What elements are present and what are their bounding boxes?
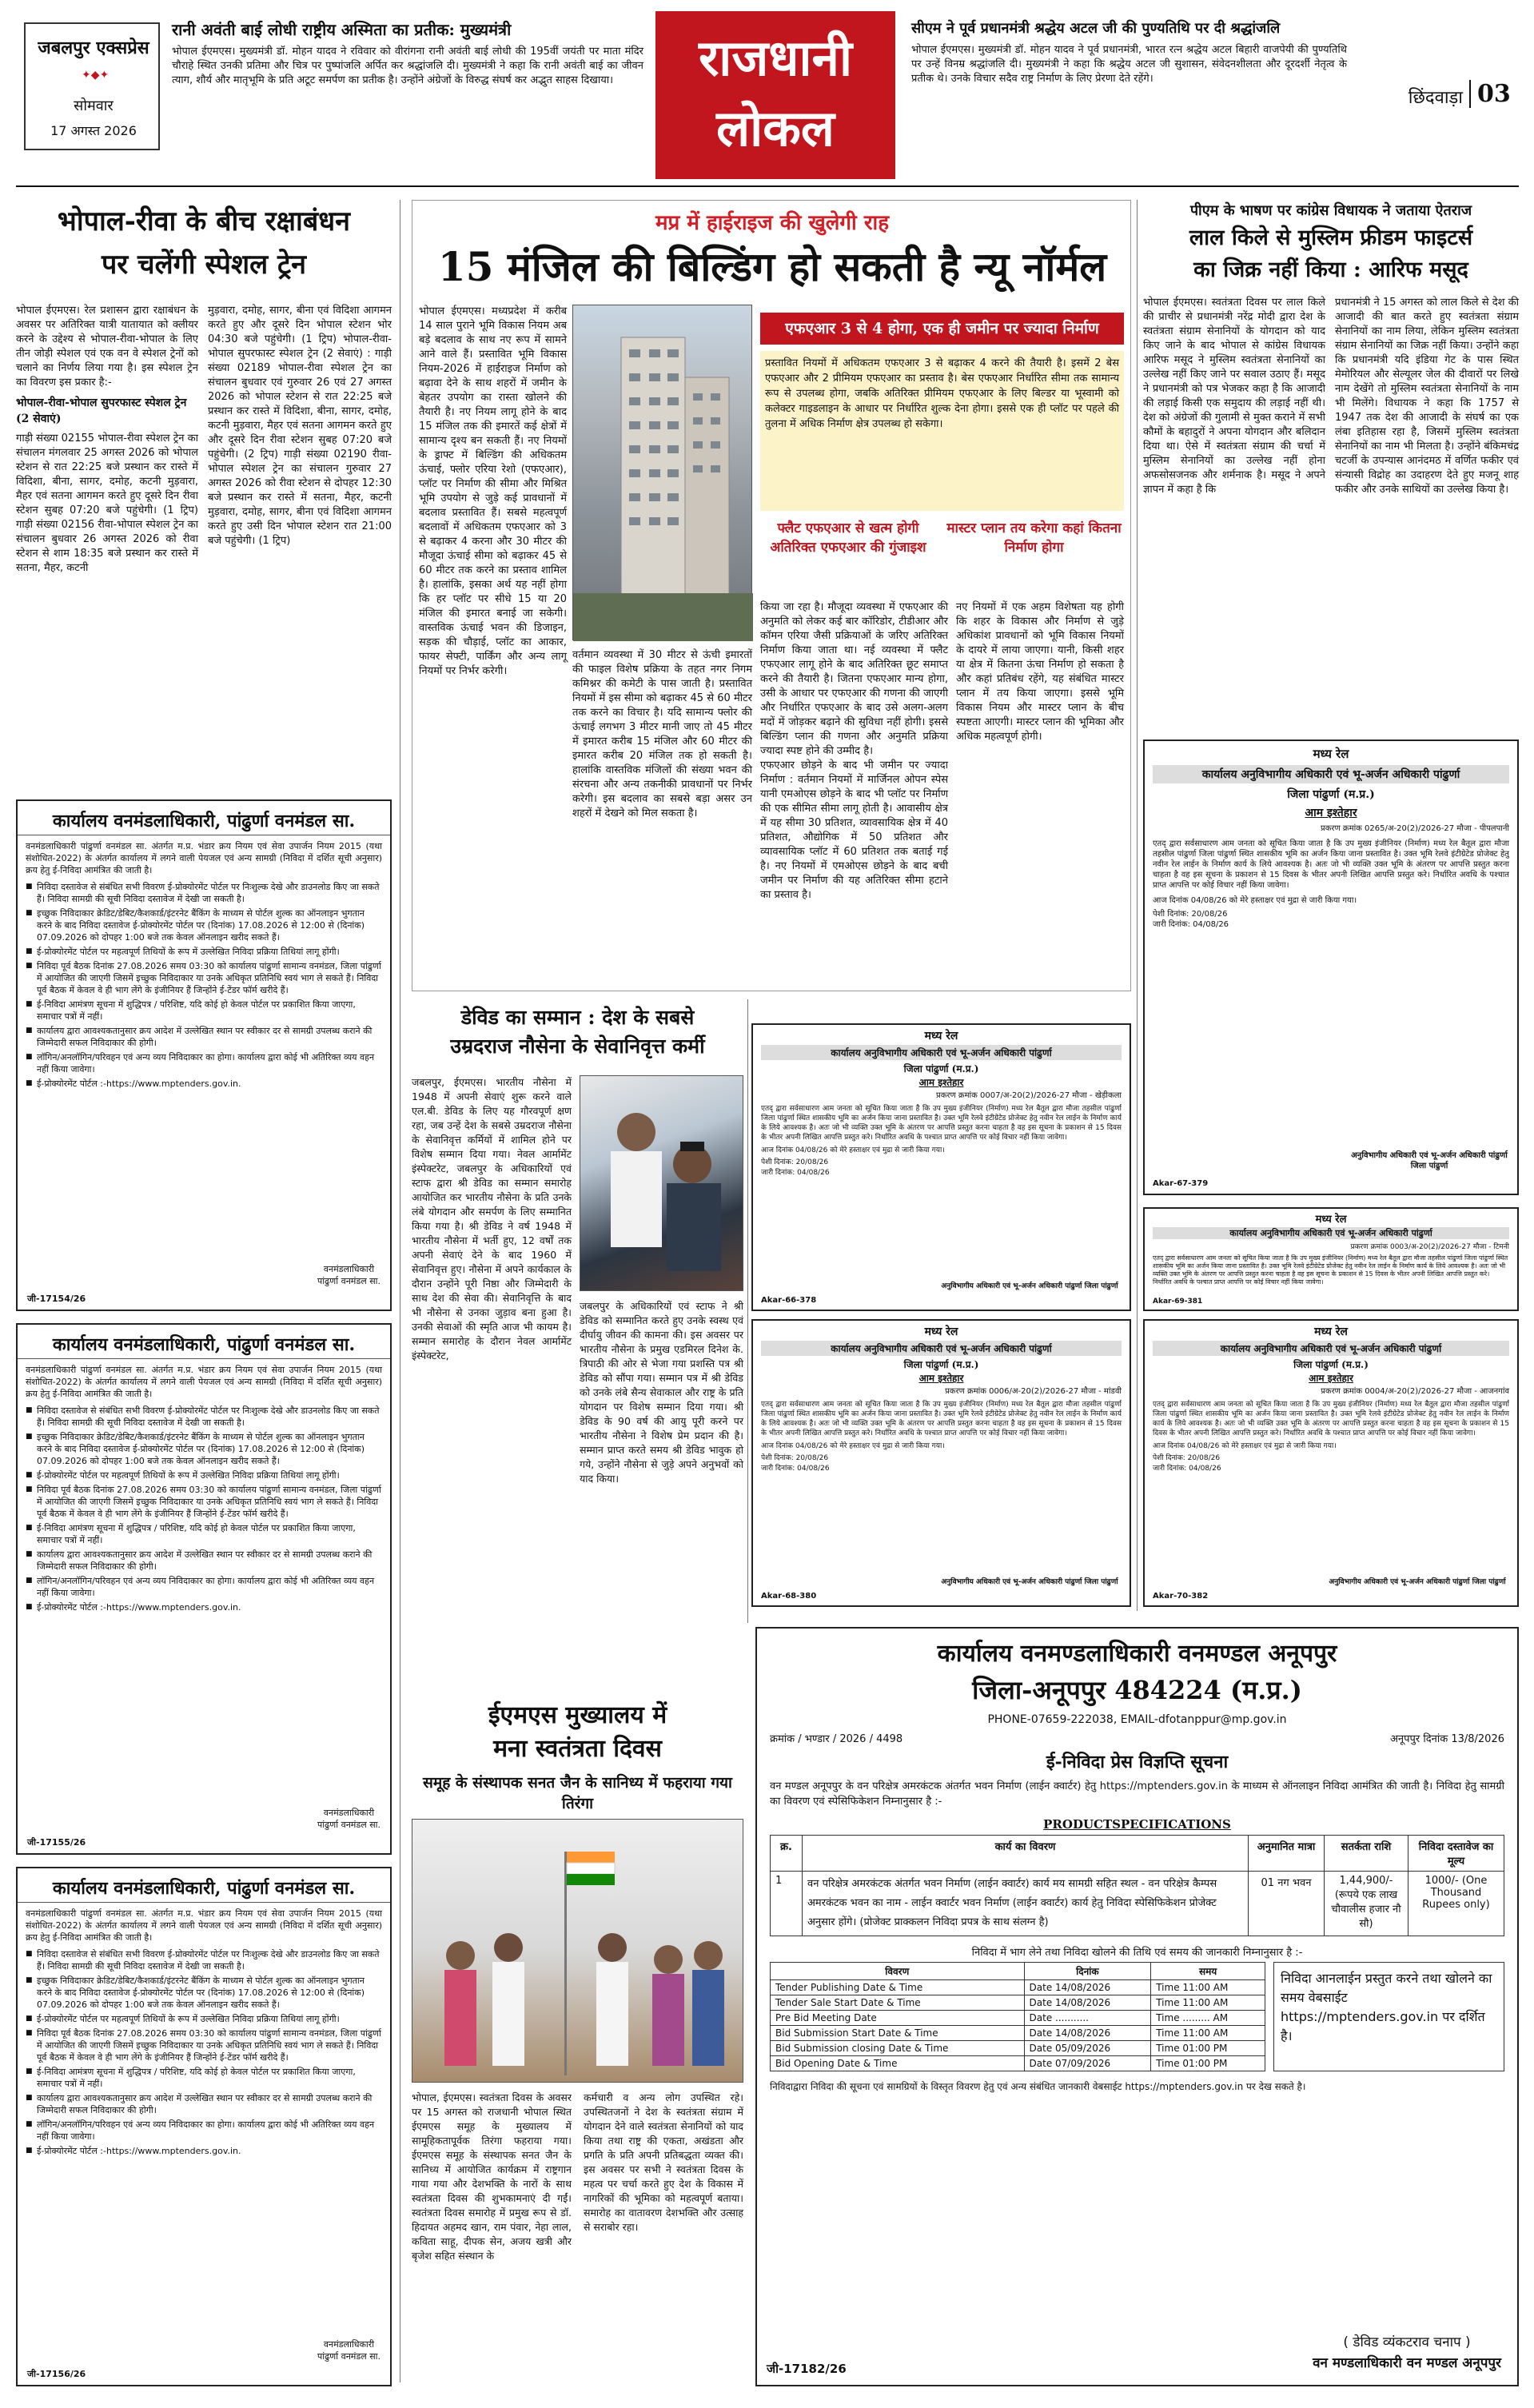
railway-ad-issued: पेशी दिनांक: 20/08/26	[761, 1158, 829, 1166]
railway-ad-case: प्रकरण क्रमांक 0003/अ-20(2)/2026-27 मौजा - टिमनी	[1350, 1243, 1509, 1251]
railway-ad-office: कार्यालय अनुविभागीय अधिकारी एवं भू-अर्जन अधिकारी पांढुर्णा	[1153, 765, 1509, 783]
railway-ad-office: कार्यालय अनुविभागीय अधिकारी एवं भू-अर्जन अधिकारी पांढुर्णा	[1153, 1341, 1509, 1356]
forest-ad-sign-1: वनमंडलाधिकारी	[323, 1264, 375, 1274]
schedule-header-date: दिनांक	[1024, 1963, 1151, 1980]
forest-ad-bullet: ■ ई-प्रोक्योरमेंट पोर्टल :-https://www.mptenders.gov.in.	[26, 2145, 382, 2157]
spec-cell-qty: 01 नग भवन	[1249, 1872, 1325, 1936]
railway-ad-notice: आम इश्तेहार	[1305, 807, 1357, 819]
tender-ad	[755, 1627, 1519, 2386]
spec-cell-desc: वन परिक्षेत्र अमरकंटक अंतर्गत भवन निर्माण (लाईन क्वार्टर) कार्य मय सामग्री सहित स्थल - वन परिक्षेत्र कैम्पस अमरकंटक भवन का नाम - लाईन क्वार्टर भवन निर्माण (लाईन क्वार्टर) कार्य हेतु निविदा स्पेसिफिकेशन प्रोजेक्ट अनुसार होंगे। (प्रोजेक्ट प्राक्कलन निविदा प्रपत्र के साथ संलग्न है)	[803, 1872, 1249, 1936]
forest-ad-bullet: ■ ई-निविदा आमंत्रण सूचना में शुद्धिपत्र / परिशिष्ट, यदि कोई हो केवल पोर्टल पर प्रकाशित किया जाएगा, समाचार पत्रों में नहीं।	[26, 999, 382, 1023]
forest-ad-intro: वनमंडलाधिकारी पांढुर्णा वनमंडल सा. अंतर्गत म.प्र. भंडार क्रय नियम एवं सेवा उपार्जन नियम 2015 (यथा संशोधित-2022) के अंतर्गत कार्यालय में लगने वाली पेयजल एवं अन्य सामग्री (निविदा में दर्शित सूची अनुसार) क्रय हेतु ई-निविदा आमंत्रित की जाती है।	[26, 1365, 382, 1399]
railway-ad-office: कार्यालय अनुविभागीय अधिकारी एवं भू-अर्जन अधिकारी पांढुर्णा	[761, 1045, 1122, 1060]
railway-ad-date: आज दिनांक 04/08/26 को मेरे हस्ताक्षर एवं मुद्रा से जारी किया गया।	[761, 1146, 945, 1154]
railway-ad-code: Akar-68-380	[761, 1592, 817, 1601]
railway-ad-4	[751, 1319, 1131, 1607]
forest-ad-sign-2: पांढुर्णा वनमंडल सा.	[317, 1820, 381, 1830]
page-number: 03	[1469, 80, 1517, 108]
railway-ad-date: आज दिनांक 04/08/26 को मेरे हस्ताक्षर एवं मुद्रा से जारी किया गया।	[1153, 896, 1357, 905]
railway-ad-header: मध्य रेल	[1313, 747, 1349, 761]
top-right-headline: सीएम ने पूर्व प्रधानमंत्री श्रद्धेय अटल जी की पुण्यतिथि पर दी श्रद्धांजलि	[911, 20, 1281, 37]
schedule-header-time: समय	[1151, 1963, 1265, 1980]
right-article	[1143, 200, 1519, 736]
forest-ad-bullets	[18, 1948, 390, 2157]
top-left-body: भोपाल ईएमएस। मुख्यमंत्री डॉ. मोहन यादव ने रविवार को वीरांगना रानी अवंती बाई लोधी की 195वीं जयंती पर माता मंदिर चौराहे स्थित उनकी प्रतिमा और चित्र पर पुष्पांजलि अर्पित कर श्रद्धांजलि दी। मुख्यमंत्री ने कहा कि रानी अवंती बाई का जीवन त्याग, शौर्य और मातृभूमि के प्रति अटूट समर्पण का प्रतीक है। उन्होंने अंग्रेजों के विरुद्ध संघर्ष कर अद्भुत साहस दिखाया।	[172, 46, 643, 86]
spec-cell-no: 1	[771, 1872, 803, 1936]
forest-ad-code: जी-17154/26	[27, 1294, 86, 1304]
rail-col1-subhead: भोपाल-रीवा-भोपाल सुपरफास्ट स्पेशल ट्रेन (2 सेवाएं)	[16, 397, 187, 425]
railway-ad-issued2: जारी दिनांक: 04/08/26	[761, 1169, 830, 1177]
forest-ad-2	[16, 1323, 392, 1855]
forest-ad-1	[16, 799, 392, 1311]
rail-headline-2: पर चलेंगी स्पेशल ट्रेन	[101, 249, 307, 281]
tender-footer-note: निविदाद्वारा निविदा की सूचना एवं सामग्रियों के विस्तृत विवरण हेतु एवं अन्य संबंधित जानकारी वेबसाईट https://mptenders.gov.in पर देख सकते है।	[770, 2081, 1306, 2092]
forest-ad-bullet: ■ ई-निविदा आमंत्रण सूचना में शुद्धिपत्र / परिशिष्ट, यदि कोई हो केवल पोर्टल पर प्रकाशित किया जाएगा, समाचार पत्रों में नहीं।	[26, 1522, 382, 1546]
railway-ad-case: प्रकरण क्रमांक 0006/अ-20(2)/2026-27 मौजा - मांडवी	[945, 1387, 1122, 1396]
tender-spec-table-wrap	[757, 1835, 1517, 1936]
hq-photo	[412, 1819, 743, 2083]
schedule-time: Time 11:00 AM	[1151, 1995, 1265, 2011]
forest-ad-title: कार्यालय वनमंडलाधिकारी, पांढुर्णा वनमंडल सा.	[18, 807, 390, 835]
railway-ad-issued: पेशी दिनांक: 20/08/26	[1153, 910, 1228, 919]
spec-header-emd: सतर्कता राशि	[1325, 1836, 1408, 1872]
forest-ad-sign	[317, 2338, 381, 2362]
railway-ad-2	[751, 1023, 1131, 1311]
forest-ad-bullet: ■ इच्छुक निविदाकार क्रेडिट/डेबिट/कैशकार्ड/इंटरनेट बैंकिंग के माध्यम से पोर्टल शुल्क का ऑनलाइन भुगतान करने के बाद निविदा दस्तावेज ई-प्रोक्योरमेंट पोर्टल पर (दिनांक) 17.08.2026 से 12:00 से (दिनांक) 07.09.2026 को दोपहर 1:00 बजे तक केवल ऑनलाइन खरीद सकते हैं।	[26, 1431, 382, 1467]
railway-ad-code: Akar-69-381	[1153, 1298, 1203, 1306]
railway-ad-body: एतद् द्वारा सर्वसाधारण आम जनता को सूचित किया जाता है कि उप मुख्य इंजीनियर (निर्माण) मध्य रेल बैतूल द्वारा मौजा तहसील पांढुर्णा जिला पांढुर्णा स्थित शासकीय भूमि का अर्जन किया जाना प्रस्तावित है। उक्त भूमि रेलवे इंटीग्रेटेड प्रोजेक्ट हेतु नवीन रेल लाईन के निर्माण कार्य के लिये आवश्यक है। अतः जो भी व्यक्ति उक्त भूमि के अंतरण पर आपत्ति प्रस्तुत करना चाहता है वह इस सूचना के प्रकाशन से 15 दिवस के भीतर अपनी लिखित आपत्ति प्रस्तुत करे। निर्धारित अवधि के पश्चात प्राप्त आपत्ति पर कोई विचार नहीं किया जावेगा।	[761, 1105, 1122, 1142]
navy-photo	[580, 1075, 743, 1291]
railway-ad-issued: पेशी दिनांक: 20/08/26	[1153, 1454, 1221, 1462]
column-divider-right	[1137, 200, 1138, 1611]
railway-ad-date: आज दिनांक 04/08/26 को मेरे हस्ताक्षर एवं मुद्रा से जारी किया गया।	[1153, 1442, 1337, 1450]
railway-ad-date: आज दिनांक 04/08/26 को मेरे हस्ताक्षर एवं मुद्रा से जारी किया गया।	[761, 1442, 945, 1450]
masthead	[0, 0, 1534, 185]
forest-ad-title: कार्यालय वनमंडलाधिकारी, पांढुर्णा वनमंडल सा.	[18, 1875, 390, 1903]
schedule-label: Bid Submission closing Date & Time	[771, 2041, 1025, 2056]
masthead-divider	[16, 185, 1519, 187]
railway-ad-code: Akar-66-378	[761, 1296, 817, 1305]
railway-ad-3	[1143, 1207, 1519, 1311]
forest-ad-sign	[317, 1807, 381, 1831]
schedule-label: Tender Sale Start Date & Time	[771, 1995, 1025, 2011]
rail-article	[16, 200, 392, 791]
schedule-time: Time 11:00 AM	[1151, 1980, 1265, 1995]
railway-ad-district: जिला पांढुर्णा (म.प्र.)	[903, 1359, 979, 1370]
forest-ad-bullet: ■ कार्यालय द्वारा आवश्यकतानुसार क्रय आदेश में उल्लेखित स्थान पर स्वीकार दर से सामग्री उपलब्ध कराने की जिम्मेदारी सफल निविदाकार की होगी।	[26, 1549, 382, 1573]
railway-ad-code: Akar-70-382	[1153, 1592, 1209, 1601]
lead-headline: 15 मंजिल की बिल्डिंग हो सकती है न्यू नॉर्मल	[437, 243, 1107, 290]
tender-contact: PHONE-07659-222038, EMAIL-dfotanppur@mp.gov.in	[987, 1713, 1287, 1726]
schedule-time: Time 01:00 PM	[1151, 2041, 1265, 2056]
table-row	[771, 2011, 1265, 2026]
railway-ad-sign: अनुविभागीय अधिकारी एवं भू-अर्जन अधिकारी पांढुर्णा जिला पांढुर्णा	[941, 1578, 1118, 1586]
forest-ad-sign	[317, 1263, 381, 1287]
forest-ad-code: जी-17155/26	[27, 1837, 86, 1848]
column-divider-mid	[747, 999, 748, 1623]
spec-header-qty: अनुमानित मात्रा	[1249, 1836, 1325, 1872]
schedule-label: Bid Opening Date & Time	[771, 2056, 1025, 2071]
table-row	[771, 1980, 1265, 1995]
tender-sign	[1313, 2332, 1501, 2374]
tender-ref-left: क्रमांक / भण्डार / 2026 / 4498	[770, 1733, 903, 1745]
schedule-header-label: विवरण	[771, 1963, 1025, 1980]
hq-article	[412, 1699, 743, 2386]
railway-ad-issued2: जारी दिनांक: 04/08/26	[761, 1465, 830, 1473]
tender-schedule-table	[770, 1962, 1265, 2071]
forest-ad-intro: वनमंडलाधिकारी पांढुर्णा वनमंडल सा. अंतर्गत म.प्र. भंडार क्रय नियम एवं सेवा उपार्जन नियम 2015 (यथा संशोधित-2022) के अंतर्गत कार्यालय में लगने वाली पेयजल एवं अन्य सामग्री (निविदा में दर्शित सूची अनुसार) क्रय हेतु ई-निविदा आमंत्रित की जाती है।	[26, 1908, 382, 1943]
forest-ad-bullet: ■ ई-प्रोक्योरमेंट पोर्टल पर महत्वपूर्ण तिथियों के रूप में उल्लेखित निविदा प्रक्रिया तिथियां लागू होंगी।	[26, 1469, 382, 1481]
rail-col1-text: भोपाल ईएमएस। रेल प्रशासन द्वारा रक्षाबंधन के अवसर पर अतिरिक्त यात्री यातायात को क्लीयर करने के उद्देश्य से भोपाल-रीवा-भोपाल के लिए तीन जोड़ी स्पेशल एवं एक वन वे स्पेशल ट्रेनों को चलाने का निर्णय लिया गया है। इस स्पेशल ट्रेन का विवरण इस प्रकार है:-	[16, 305, 198, 389]
schedule-label: Bid Submission Start Date & Time	[771, 2026, 1025, 2041]
lead-intro: प्रस्तावित नियमों में अधिकतम एफएआर 3 से बढ़ाकर 4 करने की तैयारी है। इसमें 2 बेस एफएआर और 2 प्रीमियम एफएआर का प्रस्ताव है। बेस एफएआर निर्धारित सीमा तक सामान्य रूप से उपलब्ध होगा, जबकि अतिरिक्त प्रीमियम एफएआर के लिए बिल्डर या भूस्वामी को कलेक्टर गाइडलाइन के आधार पर निर्धारित शुल्क देना होगा। इससे एक ही प्लॉट पर पहले की तुलना में अधिक निर्माण क्षेत्र उपलब्ध हो सकेगा।	[760, 351, 1124, 511]
tender-title-2: जिला-अनूपपुर 484224 (म.प्र.)	[972, 1675, 1302, 1705]
schedule-label: Pre Bid Meeting Date	[771, 2011, 1025, 2026]
railway-ad-issued2: जारी दिनांक: 04/08/26	[1153, 920, 1229, 929]
lead-photo-building	[572, 305, 752, 640]
railway-ad-issued: पेशी दिनांक: 20/08/26	[761, 1454, 829, 1462]
schedule-time: Time ......... AM	[1151, 2011, 1265, 2026]
spec-header-desc: कार्य का विवरण	[803, 1836, 1249, 1872]
forest-ad-intro: वनमंडलाधिकारी पांढुर्णा वनमंडल सा. अंतर्गत म.प्र. भंडार क्रय नियम एवं सेवा उपार्जन नियम 2015 (यथा संशोधित-2022) के अंतर्गत कार्यालय में लगने वाली पेयजल एवं अन्य सामग्री (निविदा में दर्शित सूची अनुसार) क्रय हेतु ई-निविदा आमंत्रित की जाती है।	[26, 841, 382, 875]
railway-ad-body: एतद् द्वारा सर्वसाधारण आम जनता को सूचित किया जाता है कि उप मुख्य इंजीनियर (निर्माण) मध्य रेल बैतूल द्वारा मौजा तहसील पांढुर्णा जिला पांढुर्णा स्थित शासकीय भूमि का अर्जन किया जाना प्रस्तावित है। उक्त भूमि रेलवे इंटीग्रेटेड प्रोजेक्ट हेतु नवीन रेल लाईन के निर्माण कार्य के लिये आवश्यक है। अतः जो भी व्यक्ति उक्त भूमि के अंतरण पर आपत्ति प्रस्तुत करना चाहता है वह इस सूचना के प्रकाशन से 15 दिवस के भीतर अपनी लिखित आपत्ति प्रस्तुत करे। निर्धारित अवधि के पश्चात प्राप्त आपत्ति पर कोई विचार नहीं किया जावेगा।	[1153, 1401, 1509, 1437]
forest-ad-bullet: ■ लॉगिन/अनलॉगिन/परिवहन एवं अन्य व्यय निविदाकार का होगा। कार्यालय द्वारा कोई भी अतिरिक्त व्यय वहन नहीं किया जावेगा।	[26, 1575, 382, 1599]
tender-notice: ई-निविदा प्रेस विज्ञप्ति सूचना	[1046, 1752, 1229, 1772]
railway-ad-sign: अनुविभागीय अधिकारी एवं भू-अर्जन अधिकारी पांढुर्णा जिला पांढुर्णा	[941, 1282, 1118, 1290]
hq-subhead: समूह के संस्थापक सनत जैन के सानिध्य में फहराया गया तिरंगा	[423, 1774, 732, 1812]
railway-ad-case: प्रकरण क्रमांक 0007/अ-20(2)/2026-27 मौजा - खेड़ीकला	[936, 1091, 1122, 1100]
right-col1: भोपाल ईएमएस। स्वतंत्रता दिवस पर लाल किले की प्राचीर से प्रधानमंत्री नरेंद्र मोदी द्वारा देश के स्वतंत्रता संग्राम सेनानियों के योगदान को याद किए जाने के बाद भोपाल से कांग्रेस विधायक आरिफ मसूद ने मुस्लिम स्वतंत्रता सेनानियों का उल्लेख नहीं किए जाने पर सवाल उठाए हैं। मसूद ने प्रधानमंत्री को पत्र भेजकर कहा है कि आजादी की लड़ाई किसी एक समुदाय की लड़ाई नहीं थी। देश को अंग्रेजों की गुलामी से मुक्त कराने में सभी कौमों के बहादुरों ने अपना योगदान और बलिदान दिया था। ऐसे में स्वतंत्रता संग्राम की चर्चा में मुस्लिम सेनानियों का उल्लेख नहीं होना अफसोसजनक और शर्मनाक है। मसूद ने अपने ज्ञापन में कहा है कि	[1143, 297, 1325, 496]
railway-ad-notice: आम इश्तेहार	[918, 1373, 964, 1384]
railway-ad-body: एतद् द्वारा सर्वसाधारण आम जनता को सूचित किया जाता है कि उप मुख्य इंजीनियर (निर्माण) मध्य रेल बैतूल द्वारा मौजा तहसील पांढुर्णा जिला पांढुर्णा स्थित शासकीय भूमि का अर्जन किया जाना प्रस्तावित है। उक्त भूमि रेलवे इंटीग्रेटेड प्रोजेक्ट हेतु नवीन रेल लाईन के निर्माण कार्य के लिये आवश्यक है। अतः जो भी व्यक्ति उक्त भूमि के अंतरण पर आपत्ति प्रस्तुत करना चाहता है वह इस सूचना के प्रकाशन से 15 दिवस के भीतर अपनी लिखित आपत्ति प्रस्तुत करे। निर्धारित अवधि के पश्चात प्राप्त आपत्ति पर कोई विचार नहीं किया जावेगा।	[761, 1401, 1122, 1437]
spec-header-no: क्र.	[771, 1836, 803, 1872]
railway-ad-body: एतद् द्वारा सर्वसाधारण आम जनता को सूचित किया जाता है कि उप मुख्य इंजीनियर (निर्माण) मध्य रेल बैतूल द्वारा मौजा तहसील पांढुर्णा जिला पांढुर्णा स्थित शासकीय भूमि का अर्जन किया जाना प्रस्तावित है। उक्त भूमि रेलवे इंटीग्रेटेड प्रोजेक्ट हेतु नवीन रेल लाईन के निर्माण कार्य के लिये आवश्यक है। अतः जो भी व्यक्ति उक्त भूमि के अंतरण पर आपत्ति प्रस्तुत करना चाहता है वह इस सूचना के प्रकाशन से 15 दिवस के भीतर अपनी लिखित आपत्ति प्रस्तुत करे। निर्धारित अवधि के पश्चात प्राप्त आपत्ति पर कोई विचार नहीं किया जावेगा।	[1153, 839, 1509, 890]
rail-col1-text-b: गाड़ी संख्या 02155 भोपाल-रीवा स्पेशल ट्रेन का संचालन मंगलवार 25 अगस्त 2026 को भोपाल स्टेशन से रात 22:25 बजे प्रस्थान कर रास्ते में विदिशा, बीना, सागर, दमोह, कटनी मुड़वारा, मैहर एवं सतना आगमन करते हुए दूसरे दिन रीवा स्टेशन सुबह 07:20 बजे पहुंचेगी। (1 ट्रिप) गाड़ी संख्या 02156 रीवा-भोपाल स्पेशल ट्रेन का संचालन बुधवार 26 अगस्त 2026 को रीवा स्टेशन से शाम 18:35 बजे प्रस्थान कर रास्ते में सतना, मैहर, कटनी	[16, 433, 198, 574]
masthead-nameplate	[24, 22, 160, 150]
schedule-label: Tender Publishing Date & Time	[771, 1980, 1025, 1995]
schedule-time: Time 11:00 AM	[1151, 2026, 1265, 2041]
spec-header-fee: निविदा दस्तावेज का मूल्य	[1408, 1836, 1504, 1872]
navy-headline-1: डेविड का सम्मान : देश के सबसे	[460, 1006, 695, 1029]
navy-col1: जबलपुर, ईएमएस। भारतीय नौसेना में 1948 में अपनी सेवाएं शुरू करने वाले एल.बी. डेविड के लिए यह गौरवपूर्ण क्षण रहा, जब उन्हें देश के सबसे उम्रदराज नौसेना के सेवानिवृत्त कर्मियों में शामिल होने पर विशेष सम्मान दिया गया। नेवल आर्मामेंट इंस्पेक्टरेट, जबलपुर के अधिकारियों एवं स्टाफ द्वारा श्री डेविड का सम्मान समारोह आयोजित कर भारतीय नौसेना के प्रति उनके लंबे योगदान और समर्पण के लिए सम्मानित किया गया है। श्री डेविड ने वर्ष 1948 में भारतीय नौसेना में भर्ती हुए, 12 वर्षों तक अपनी सेवाएं देने के बाद 1960 में सेवानिवृत्त हुए। नौसेना में अपने कार्यकाल के दौरान उन्होंने पूरी निष्ठा और जिम्मेदारी के साथ देश की सेवा की। सेवानिवृत्ति के बाद भी नौसेना से उनका जुड़ाव बना हुआ है। उनकी सेवाओं की स्मृति आज भी कायम है। सम्मान समारोह के दौरान नेवल आर्मामेंट इंस्पेक्टरेट,	[412, 1076, 572, 1361]
rail-col1	[16, 304, 198, 783]
hq-headline-2: मना स्वतंत्रता दिवस	[493, 1735, 662, 1763]
railway-ad-notice: आम इश्तेहार	[1309, 1373, 1353, 1384]
tender-title-1: कार्यालय वनमण्डलाधिकारी वनमण्डल अनूपपुर	[937, 1640, 1337, 1668]
city-label: छिंदवाड़ा	[1408, 88, 1463, 108]
railway-ad-header: मध्य रेल	[924, 1326, 958, 1338]
railway-ad-district: जिला पांढुर्णा (म.प्र.)	[1287, 788, 1375, 801]
rail-col2: मुड़वारा, दमोह, सागर, बीना एवं विदिशा आगमन करते हुए और दूसरे दिन भोपाल स्टेशन भोर 04:30 बजे पहुंचेगी। (1 ट्रिप) भोपाल-रीवा-भोपाल सुपरफास्ट स्पेशल ट्रेन (2 सेवाएं) : गाड़ी संख्या 02189 भोपाल-रीवा स्पेशल ट्रेन का संचालन बुधवार एवं गुरुवार 26 एवं 27 अगस्त 2026 को भोपाल स्टेशन से रात 22:25 बजे प्रस्थान कर रास्ते में विदिशा, बीना, सागर, दमोह, कटनी मुड़वारा, मैहर एवं सतना आगमन करते हुए और दूसरे दिन रीवा स्टेशन सुबह 07:20 बजे पहुंचेगी। (2 ट्रिप) गाड़ी संख्या 02190 रीवा-भोपाल स्पेशल ट्रेन का संचालन गुरुवार 27 अगस्त 2026 को रीवा स्टेशन से दोपहर 12:30 बजे प्रस्थान कर रास्ते में सतना, मैहर, कटनी मुड़वारा, दमोह, सागर, बीना एवं विदिशा आगमन करते हुए उसी दिन भोपाल स्टेशन रात 21:00 बजे पहुंचेगी। (1 ट्रिप)	[208, 305, 392, 547]
lead-box-1: फ्लैट एफएआर से खत्म होगी अतिरिक्त एफएआर की गुंजाइश	[770, 520, 926, 556]
top-left-story	[172, 19, 643, 171]
lead-col1-text: भोपाल ईएमएस। मध्यप्रदेश में करीब 14 साल पुराने भूमि विकास नियम अब बड़े बदलाव के साथ नए रूप में सामने आने वाले हैं। प्रस्तावित भूमि विकास नियम-2026 में हाईराइज निर्माण को बढ़ावा देने के साथ शहरों में जमीन के बेहतर उपयोग का रास्ता खोलने की तैयारी है। नए नियम लागू होने के बाद 15 मंजिल तक की इमारतें कई क्षेत्रों में सामान्य दृश्य बन सकती हैं। नए नियमों के ड्राफ्ट में बिल्डिंग की अधिकतम ऊंचाई, फ्लोर एरिया रेशो (एफएआर), प्लॉट पर निर्माण की सीमा और मिश्रित भूमि उपयोग से जुड़े कई प्रावधानों में बदलाव प्रस्तावित हैं। सबसे महत्वपूर्ण बदलावों में अधिकतम एफएआर को 3 से बढ़ाकर 4 करना और 30 मीटर की मौजूदा ऊंचाई सीमा को बढ़ाकर 45 से 60 मीटर तक करने का प्रस्ताव शामिल है। हालांकि, इसका अर्थ यह नहीं होगा कि हर प्लॉट पर सीधे 15 या 20 मंजिल की इमारत बनाई जा सकेगी। वास्तविक ऊंचाई भवन की डिजाइन, सड़क की चौड़ाई, प्लॉट का आकार, फायर सेफ्टी, पार्किंग और अन्य लागू नियमों पर निर्भर करेगी।	[419, 305, 567, 677]
section-title-line1: राजधानी	[698, 29, 853, 87]
forest-ad-bullet: ■ इच्छुक निविदाकार क्रेडिट/डेबिट/कैशकार्ड/इंटरनेट बैंकिंग के माध्यम से पोर्टल शुल्क का ऑनलाइन भुगतान करने के बाद निविदा दस्तावेज ई-प्रोक्योरमेंट पोर्टल पर (दिनांक) 17.08.2026 से 12:00 से (दिनांक) 07.09.2026 को दोपहर 1:00 बजे तक केवल ऑनलाइन खरीद सकते हैं।	[26, 1975, 382, 2011]
right-col2: प्रधानमंत्री ने 15 अगस्त को लाल किले से देश की आजादी की बात करते हुए स्वतंत्रता संग्राम सेनानियों का नाम लिया, लेकिन मुस्लिम स्वतंत्रता संग्राम सेनानियों का जिक्र नहीं किया। उन्होंने कहा कि प्रधानमंत्री यदि इंडिया गेट के पास स्थित मेमोरियल और सेल्यूलर जेल की दीवारों पर लिखे नाम देखेंगे तो मुस्लिम स्वतंत्रता सेनानियों के नाम भी मिलेंगे। विधायक ने कहा कि 1757 से 1947 तक देश की आजादी के संघर्ष का एक लंबा इतिहास रहा है, जिसमें मुस्लिम स्वतंत्रता सेनानियों का नाम भी मिलता है। उन्होंने बंकिमचंद्र चटर्जी के उपन्यास आनंदमठ में वर्णित फकीर एवं संन्यासी विद्रोह का उदाहरण देते हुए मजनू शाह फकीर और उनके साथियों का उल्लेख किया है।	[1335, 297, 1519, 496]
forest-ad-sign-2: पांढुर्णा वनमंडल सा.	[317, 2351, 381, 2362]
schedule-date: Date ...........	[1024, 2011, 1151, 2026]
forest-ad-sign-1: वनमंडलाधिकारी	[323, 2339, 375, 2350]
navy-article	[412, 1003, 743, 1691]
schedule-date: Date 14/08/2026	[1024, 2026, 1151, 2041]
tender-sign-name: ( डेविड व्यंकटराव चनाप )	[1343, 2334, 1471, 2350]
forest-ad-bullet: ■ निविदा पूर्व बैठक दिनांक 27.08.2026 समय 03:30 को कार्यालय पांढुर्णा सामान्य वनमंडल, जिला पांढुर्णा में आयोजित की जाएगी जिसमें इच्छुक निविदाकार या उनके अधिकृत प्रतिनिधि स्वयं भाग ले सकते हैं। निविदा पूर्व बैठक में केवल वे ही भाग लेंगे के इंजीनियर हैं जिन्होंने ई-टेंडर फॉर्म खरीदे हैं।	[26, 2027, 382, 2063]
tender-sign-title: वन मण्डलाधिकारी वन मण्डल अनूपपुर	[1313, 2355, 1501, 2371]
forest-ad-bullet: ■ निविदा दस्तावेज से संबंधित सभी विवरण ई-प्रोक्योरमेंट पोर्टल पर निःशुल्क देखे और डाउनलोड किए जा सकते हैं। निविदा सामग्री की सूची निविदा दस्तावेज में देखी जा सकती है।	[26, 1948, 382, 1972]
section-title-line2: लोकल	[716, 99, 835, 157]
forest-ad-bullet: ■ लॉगिन/अनलॉगिन/परिवहन एवं अन्य व्यय निविदाकार का होगा। कार्यालय द्वारा कोई भी अतिरिक्त व्यय वहन नहीं किया जावेगा।	[26, 1051, 382, 1075]
hq-col2: कर्मचारी व अन्य लोग उपस्थित रहे। उपस्थितजनों ने देश के स्वतंत्रता संग्राम में योगदान देने वाले स्वतंत्रता सेनानियों को याद किया तथा राष्ट्र की एकता, अखंडता और प्रगति के प्रति अपनी प्रतिबद्धता व्यक्त की। इस अवसर पर सभी ने स्वतंत्रता दिवस के महत्व पर चर्चा करते हुए देश के विकास में नागरिकों की भूमिका को महत्वपूर्ण बताया। समारोह का वातावरण देशभक्ति और उत्साह से सराबोर रहा।	[584, 2091, 743, 2233]
tender-intro: वन मण्डल अनूपपुर के वन परिक्षेत्र अमरकंटक अंतर्गत भवन निर्माण (लाईन क्वार्टर) हेतु https://mptenders.gov.in के माध्यम से ऑनलाइन निविदा आमंत्रित की जाती है। निविदा हेतु सामग्री का विवरण एवं स्पेसिफिकेशन निम्नानुसार है :-	[770, 1780, 1504, 1808]
top-right-story	[911, 19, 1347, 171]
forest-ad-3	[16, 1867, 392, 2386]
forest-ad-code: जी-17156/26	[27, 2369, 86, 2379]
forest-ad-sign-2: पांढुर्णा वनमंडल सा.	[317, 1276, 381, 1286]
railway-ad-1	[1143, 740, 1519, 1195]
top-right-body: भोपाल ईएमएस। मुख्यमंत्री डॉ. मोहन यादव ने पूर्व प्रधानमंत्री, भारत रत्न श्रद्धेय अटल बिहारी वाजपेयी की पुण्यतिथि पर उन्हें विनम्र श्रद्धांजलि दी। मुख्यमंत्री ने कहा कि श्रद्धेय अटल जी सुशासन, संवेदनशीलता और दूरदर्शी नेतृत्व के प्रतीक थे। उनके विचार सदैव राष्ट्र निर्माण के लिए प्रेरणा देते रहेंगे।	[911, 44, 1347, 85]
tender-spec-title: PRODUCTSPECIFICATIONS	[1043, 1817, 1231, 1832]
railway-ad-district: जिला पांढुर्णा (म.प्र.)	[903, 1063, 979, 1074]
forest-ad-bullet: ■ लॉगिन/अनलॉगिन/परिवहन एवं अन्य व्यय निविदाकार का होगा। कार्यालय द्वारा कोई भी अतिरिक्त व्यय वहन नहीं किया जावेगा।	[26, 2119, 382, 2143]
schedule-header-row	[771, 1963, 1265, 1980]
tender-code: जी-17182/26	[767, 2362, 847, 2376]
railway-ad-body: एतद् द्वारा सर्वसाधारण आम जनता को सूचित किया जाता है कि उप मुख्य इंजीनियर (निर्माण) मध्य रेल बैतूल द्वारा मौजा तहसील पांढुर्णा जिला पांढुर्णा स्थित शासकीय भूमि का अर्जन किया जाना प्रस्तावित है। उक्त भूमि रेलवे इंटीग्रेटेड प्रोजेक्ट हेतु नवीन रेल लाईन के निर्माण कार्य के लिये आवश्यक है। अतः जो भी व्यक्ति उक्त भूमि के अंतरण पर आपत्ति प्रस्तुत करना चाहता है वह इस सूचना के प्रकाशन से 15 दिवस के भीतर अपनी लिखित आपत्ति प्रस्तुत करे। निर्धारित अवधि के पश्चात प्राप्त आपत्ति पर कोई विचार नहीं किया जावेगा।	[1153, 1254, 1508, 1286]
right-headline-2: का जिक्र नहीं किया : आरिफ मसूद	[1193, 257, 1468, 282]
building-illustration-icon	[573, 305, 753, 641]
forest-ad-bullet: ■ कार्यालय द्वारा आवश्यकतानुसार क्रय आदेश में उल्लेखित स्थान पर स्वीकार दर से सामग्री उपलब्ध कराने की जिम्मेदारी सफल निविदाकार की होगी।	[26, 2092, 382, 2116]
tender-refs	[757, 1726, 1517, 1750]
lead-col3: नए नियमों में एक अहम विशेषता यह होगी कि शहर के विकास और निर्माण से जुड़े अधिकांश प्रावधानों को भूमि विकास नियमों के दायरे में लाया जाएगा। यानी, किसी शहर या क्षेत्र में कितना ऊंचा निर्माण हो सकता है और कहां प्रतिबंध रहेंगे, यह संबंधित मास्टर प्लान में तय किया जाएगा। इससे भूमि विकास नियम और मास्टर प्लान के बीच स्पष्टता आएगी। मास्टर प्लान की भूमिका और अधिक महत्वपूर्ण होगी।	[956, 601, 1124, 743]
railway-ad-office: कार्यालय अनुविभागीय अधिकारी एवं भू-अर्जन अधिकारी पांढुर्णा	[1153, 1227, 1509, 1239]
forest-ad-bullet: ■ ई-प्रोक्योरमेंट पोर्टल :-https://www.mptenders.gov.in.	[26, 1078, 382, 1090]
navy-col2: जबलपुर के अधिकारियों एवं स्टाफ ने श्री डेविड को सम्मानित करते हुए उनके स्वस्थ एवं दीर्घायु जीवन की कामना की। इस अवसर पर भारतीय नौसेना के प्रमुख एडमिरल दिनेश के. त्रिपाठी की ओर से भेजा गया प्रशस्ति पत्र श्री डेविड को सौंपा गया। सम्मान पत्र में श्री डेविड को उनके लंबे सैन्य सेवाकाल और राष्ट्र के प्रति योगदान पर विशेष सम्मान दिया गया। श्री डेविड के 90 वर्ष की आयु पूरी करने पर भारतीय नौसेना ने विशेष प्रेम प्रदान की है। सम्मान प्राप्त करते समय श्री डेविड भावुक हो गये, उन्होंने नौसेना से जुड़े अपने अनुभवों को याद किया।	[580, 1300, 743, 1485]
forest-ad-title: कार्यालय वनमंडलाधिकारी, पांढुर्णा वनमंडल सा.	[18, 1331, 390, 1359]
lead-kicker: मप्र में हाईराइज की खुलेगी राह	[655, 211, 890, 235]
schedule-date: Date 05/09/2026	[1024, 2041, 1151, 2056]
paper-name: जबलपुर एक्सप्रेस	[38, 38, 149, 58]
railway-ad-5	[1143, 1319, 1519, 1607]
top-left-headline: रानी अवंती बाई लोधी राष्ट्रीय अस्मिता का प्रतीक: मुख्यमंत्री	[172, 20, 512, 39]
lead-col1	[419, 305, 567, 992]
date: 17 अगस्त 2026	[50, 123, 137, 138]
forest-ad-bullet: ■ निविदा दस्तावेज से संबंधित सभी विवरण ई-प्रोक्योरमेंट पोर्टल पर निःशुल्क देखे और डाउनलोड किए जा सकते हैं। निविदा सामग्री की सूची निविदा दस्तावेज में देखी जा सकती है।	[26, 1405, 382, 1429]
railway-ad-case: प्रकरण क्रमांक 0265/अ-20(2)/2026-27 मौजा - पीपलपानी	[1321, 824, 1509, 833]
tender-ref-right: अनूपपुर दिनांक 13/8/2026	[1390, 1733, 1504, 1745]
table-row	[771, 2041, 1265, 2056]
schedule-date: Date 07/09/2026	[1024, 2056, 1151, 2071]
day: सोमवार	[74, 98, 114, 114]
lead-col2: किया जा रहा है। मौजूदा व्यवस्था में एफएआर की अनुमति को लेकर कई बार कॉरिडोर, टीडीआर और कॉमन एरिया जैसी प्रक्रियाओं के जरिए अतिरिक्त निर्माण किया जाता था। नई व्यवस्था में फ्लैट एफएआर लागू होने के बाद अतिरिक्त छूट समाप्त करने की तैयारी है। जितना एफएआर मान्य होगा, उसी के आधार पर एफएआर की गणना की जाएगी और निर्धारित एफएआर के बाद उसे अलग-अलग मदों में जोड़कर बढ़ाने की सुविधा नहीं होगी। इससे बिल्डिंग प्लान की गणना और अनुमति प्रक्रिया ज्यादा स्पष्ट होने की उम्मीद है। एफएआर छोड़ने के बाद भी जमीन पर ज्यादा निर्माण : वर्तमान नियमों में मार्जिनल ओपन स्पेस यानी एमओएस छोड़ने के बाद भी प्लॉट पर निर्माण की एक सीमित सीमा लागू होती है। आवासीय क्षेत्र में यह सीमा 30 प्रतिशत, व्यावसायिक क्षेत्र में 40 प्रतिशत, औद्योगिक में 50 प्रतिशत और व्यावसायिक प्लॉट में 60 प्रतिशत तक बताई गई है। नए नियमों में एमओएस छोड़ने के बाद बची जमीन पर निर्माण की यह अतिरिक्त सीमा हटाने का प्रस्ताव है।	[760, 601, 948, 901]
railway-ad-case: प्रकरण क्रमांक 0004/अ-20(2)/2026-27 मौजा - आजनगांव	[1321, 1387, 1509, 1396]
railway-ad-sign: अनुविभागीय अधिकारी एवं भू-अर्जन अधिकारी पांढुर्णा जिला पांढुर्णा	[1351, 1151, 1508, 1170]
forest-ad-bullet: ■ ई-प्रोक्योरमेंट पोर्टल पर महत्वपूर्ण तिथियों के रूप में उल्लेखित निविदा प्रक्रिया तिथियां लागू होंगी।	[26, 2013, 382, 2025]
railway-ad-issued2: जारी दिनांक: 04/08/26	[1153, 1465, 1221, 1473]
spec-cell-emd: 1,44,900/- (रूपये एक लाख चौवालीस हजार नौ सौ)	[1325, 1872, 1408, 1936]
hq-headline-1: ईएमएस मुख्यालय में	[488, 1701, 667, 1729]
railway-ad-district: जिला पांढुर्णा (म.प्र.)	[1293, 1359, 1369, 1370]
navy-headline-2: उम्रदराज नौसेना के सेवानिवृत्त कर्मी	[450, 1035, 705, 1058]
forest-ad-bullet: ■ ई-निविदा आमंत्रण सूचना में शुद्धिपत्र / परिशिष्ट, यदि कोई हो केवल पोर्टल पर प्रकाशित किया जाएगा, समाचार पत्रों में नहीं।	[26, 2066, 382, 2090]
rail-headline-1: भोपाल-रीवा के बीच रक्षाबंधन	[57, 205, 351, 237]
schedule-time: Time 01:00 PM	[1151, 2056, 1265, 2071]
tender-spec-table	[770, 1835, 1504, 1936]
lead-subhead: एफएआर 3 से 4 होगा, एक ही जमीन पर ज्यादा निर्माण	[760, 313, 1124, 345]
forest-ad-bullet: ■ ई-प्रोक्योरमेंट पोर्टल :-https://www.mptenders.gov.in.	[26, 1601, 382, 1613]
railway-ad-header: मध्य रेल	[1315, 1214, 1347, 1226]
table-row	[771, 1872, 1504, 1936]
forest-ad-bullets	[18, 1405, 390, 1613]
forest-ad-bullet: ■ ई-प्रोक्योरमेंट पोर्टल पर महत्वपूर्ण तिथियों के रूप में उल्लेखित निविदा प्रक्रिया तिथियां लागू होंगी।	[26, 946, 382, 958]
schedule-date: Date 14/08/2026	[1024, 1995, 1151, 2011]
right-headline-1: लाल किले से मुस्लिम फ्रीडम फाइटर्स	[1189, 225, 1473, 250]
lead-col1b: वर्तमान व्यवस्था में 30 मीटर से ऊंची इमारतों की फाइल विशेष प्रक्रिया के तहत नगर निगम कमिश्नर की कमेटी के पास जाती है। प्रस्तावित नियमों में इस सीमा को बढ़ाकर 45 से 60 मीटर तक करने का विचार है। यदि सामान्य फ्लोर की ऊंचाई लगभग 3 मीटर मानी जाए तो 45 मीटर में इमारत करीब 15 मंजिल और 60 मीटर की इमारत करीब 20 मंजिल तक हो सकती है। हालांकि वास्तविक मंजिलों की संख्या भवन की संरचना और अन्य तकनीकी प्रावधानों पर निर्भर करेगी। इस बदलाव का सबसे बड़ा असर उन शहरों में देखने को मिल सकता है।	[572, 649, 752, 819]
forest-ad-bullet: ■ कार्यालय द्वारा आवश्यकतानुसार क्रय आदेश में उल्लेखित स्थान पर स्वीकार दर से सामग्री उपलब्ध कराने की जिम्मेदारी सफल निविदाकार की होगी।	[26, 1025, 382, 1049]
railway-ad-code: Akar-67-379	[1153, 1179, 1209, 1188]
honour-ceremony-photo-icon	[580, 1076, 744, 1292]
lead-story	[412, 200, 1131, 991]
schedule-date: Date 14/08/2026	[1024, 1980, 1151, 1995]
forest-ad-sign-1: वनमंडलाधिकारी	[323, 1808, 375, 1818]
tender-side-note: निविदा आनलाईन प्रस्तुत करने तथा खोलने का समय वेबसाईट https://mptenders.gov.in पर दर्शित है।	[1273, 1962, 1504, 2071]
table-row	[771, 2056, 1265, 2071]
railway-ad-header: मध्य रेल	[1314, 1326, 1348, 1338]
table-row	[771, 2026, 1265, 2041]
forest-ad-bullet: ■ इच्छुक निविदाकार क्रेडिट/डेबिट/कैशकार्ड/इंटरनेट बैंकिंग के माध्यम से पोर्टल शुल्क का ऑनलाइन भुगतान करने के बाद निविदा दस्तावेज ई-प्रोक्योरमेंट पोर्टल पर (दिनांक) 17.08.2026 से 12:00 से (दिनांक) 07.09.2026 को दोपहर 1:00 बजे तक केवल ऑनलाइन खरीद सकते हैं।	[26, 907, 382, 943]
railway-ad-office: कार्यालय अनुविभागीय अधिकारी एवं भू-अर्जन अधिकारी पांढुर्णा	[761, 1341, 1122, 1356]
tender-schedule-wrap	[757, 1962, 1517, 2071]
tender-schedule-intro: निविदा में भाग लेने तथा निविदा खोलने की तिथि एवं समय की जानकारी निम्नानुसार है :-	[971, 1947, 1303, 1959]
forest-ad-bullet: ■ निविदा दस्तावेज से संबंधित सभी विवरण ई-प्रोक्योरमेंट पोर्टल पर निःशुल्क देखे और डाउनलोड किए जा सकते हैं। निविदा सामग्री की सूची निविदा दस्तावेज में देखी जा सकती है।	[26, 881, 382, 905]
railway-ad-sign: अनुविभागीय अधिकारी एवं भू-अर्जन अधिकारी पांढुर्णा जिला पांढुर्णा	[1329, 1578, 1506, 1586]
railway-ad-header: मध्य रेल	[924, 1030, 958, 1043]
forest-ad-bullets	[18, 881, 390, 1090]
lead-box-2: मास्टर प्लान तय करेगा कहां कितना निर्माण होगा	[946, 520, 1122, 556]
tender-spec-header-row	[771, 1836, 1504, 1872]
spec-cell-fee: 1000/- (One Thousand Rupees only)	[1408, 1872, 1504, 1936]
railway-ad-notice: आम इश्तेहार	[918, 1077, 964, 1088]
forest-ad-bullet: ■ निविदा पूर्व बैठक दिनांक 27.08.2026 समय 03:30 को कार्यालय पांढुर्णा सामान्य वनमंडल, जिला पांढुर्णा में आयोजित की जाएगी जिसमें इच्छुक निविदाकार या उनके अधिकृत प्रतिनिधि स्वयं भाग ले सकते हैं। निविदा पूर्व बैठक में केवल वे ही भाग लेंगे के इंजीनियर हैं जिन्होंने ई-टेंडर फॉर्म खरीदे हैं।	[26, 1484, 382, 1520]
flag-hoisting-photo-icon	[412, 1820, 744, 2083]
forest-ad-bullet: ■ निविदा पूर्व बैठक दिनांक 27.08.2026 समय 03:30 को कार्यालय पांढुर्णा सामान्य वनमंडल, जिला पांढुर्णा में आयोजित की जाएगी जिसमें इच्छुक निविदाकार या उनके अधिकृत प्रतिनिधि स्वयं भाग ले सकते हैं। निविदा पूर्व बैठक में केवल वे ही भाग लेंगे के इंजीनियर हैं जिन्होंने ई-टेंडर फॉर्म खरीदे हैं।	[26, 960, 382, 996]
section-banner	[655, 11, 895, 179]
right-kicker: पीएम के भाषण पर कांग्रेस विधायक ने जताया ऐतराज	[1189, 202, 1472, 219]
table-row	[771, 1995, 1265, 2011]
nameplate-ornament-icon: ✦◆✦	[82, 69, 110, 82]
hq-col1: भोपाल, ईएमएस। स्वतंत्रता दिवस के अवसर पर 15 अगस्त को राजधानी भोपाल स्थित ईएमएस समूह के मुख्यालय में सामूहिकतापूर्वक तिरंगा फहराया गया। ईएमएस समूह के संस्थापक सनत जैन के सानिध्य में आयोजित कार्यक्रम में राष्ट्रगान गाया गया और देशभक्ति के नारों के साथ स्वतंत्रता दिवस की शुभकामनाएं दी गईं। स्वतंत्रता दिवस समारोह में प्रमुख रूप से डॉ. हिदायत अहमद खान, राम पंवार, नेहा लाल, कविता साहू, दीपक सेन, अजय खत्री और बृजेश सहित संस्थान के	[412, 2091, 572, 2262]
